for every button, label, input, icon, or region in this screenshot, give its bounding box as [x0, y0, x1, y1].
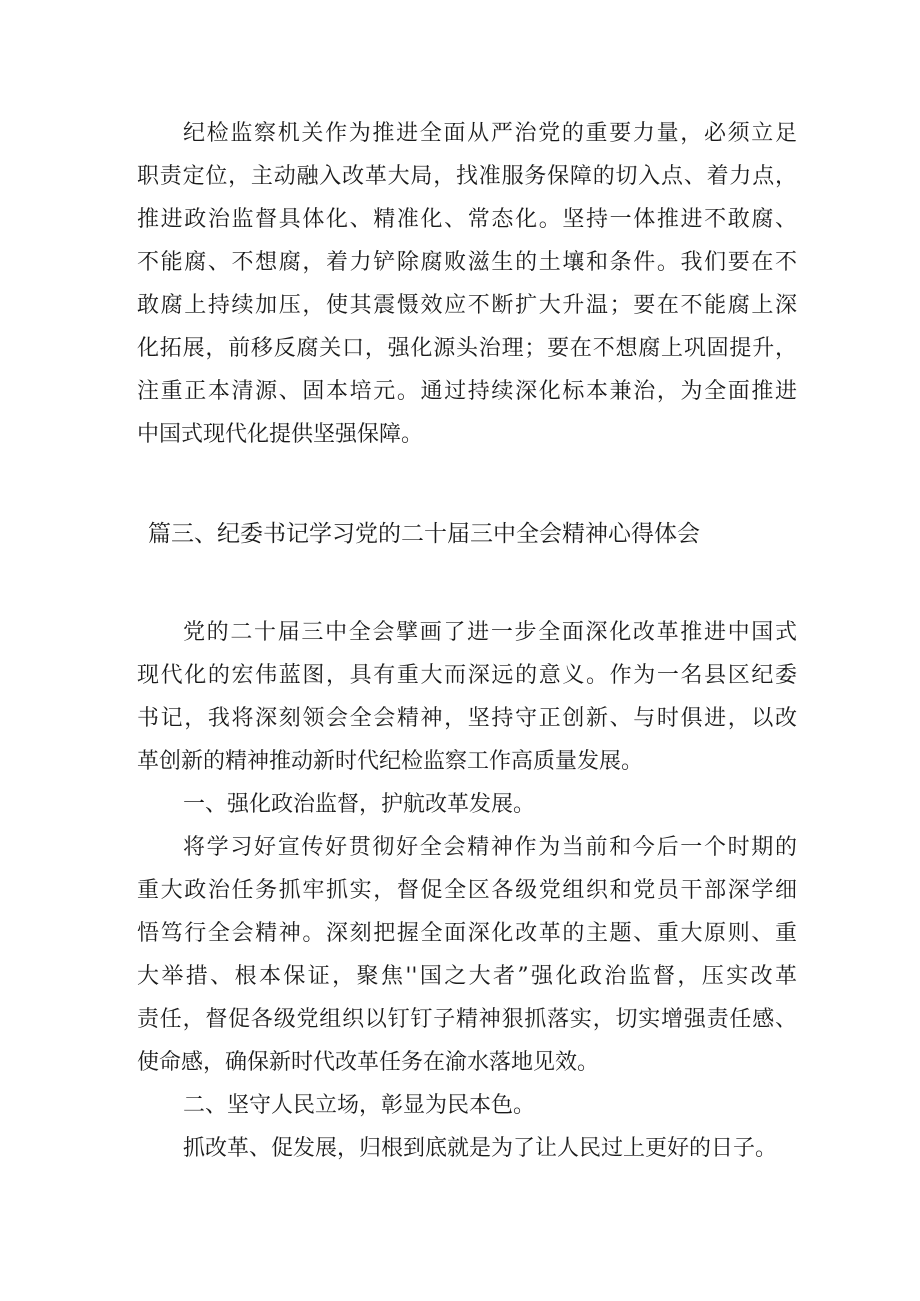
paragraph-opening	[137, 611, 797, 1170]
paragraph-line: 注重正本清源、固本培元。通过持续深化标本兼治，为全面推进	[137, 379, 797, 404]
paragraph-line: 敢腐上持续加压，使其震慑效应不断扩大升温；要在不能腐上深	[137, 293, 797, 318]
paragraph-line: 党的二十届三中全会擘画了进一步全面深化改革推进中国式	[183, 620, 797, 645]
paragraph-line: 现代化的宏伟蓝图，具有重大而深远的意义。作为一名县区纪委	[137, 663, 797, 688]
paragraph-line: 纪检监察机关作为推进全面从严治党的重要力量，必须立足	[183, 121, 797, 146]
paragraph-line: 推进政治监督具体化、精准化、常态化。坚持一体推进不敢腐、	[137, 207, 797, 232]
paragraph-line: 抓改革、促发展，归根到底就是为了让人民过上更好的日子。	[183, 1136, 778, 1161]
paragraph-line: 职责定位，主动融入改革大局，找准服务保障的切入点、着力点，	[137, 164, 797, 189]
subheading-2: 二、坚守人民立场，彰显为民本色。	[183, 1093, 536, 1118]
paragraph-line: 大举措、根本保证，聚焦''国之大者”强化政治监督，压实改革	[137, 964, 797, 989]
paragraph-line: 责任，督促各级党组织以钉钉子精神狠抓落实，切实增强责任感、	[137, 1007, 797, 1032]
paragraph-line: 革创新的精神推动新时代纪检监察工作高质量发展。	[137, 749, 644, 774]
paragraph-line: 化拓展，前移反腐关口，强化源头治理；要在不想腐上巩固提升，	[137, 336, 797, 361]
paragraph-line: 将学习好宣传好贯彻好全会精神作为当前和今后一个时期的	[183, 835, 797, 860]
paragraph-line: 书记，我将深刻领会全会精神，坚持守正创新、与时俱进，以改	[137, 706, 797, 731]
paragraph-line: 使命感，确保新时代改革任务在渝水落地见效。	[137, 1050, 600, 1075]
subheading-1: 一、强化政治监督，护航改革发展。	[183, 792, 536, 817]
section-title: 篇三、纪委书记学习党的二十届三中全会精神心得体会	[148, 521, 700, 547]
paragraph-line: 中国式现代化提供坚强保障。	[137, 422, 424, 447]
paragraph-line: 悟笃行全会精神。深刻把握全面深化改革的主题、重大原则、重	[137, 921, 797, 946]
paragraph-intro	[137, 112, 797, 456]
paragraph-line: 重大政治任务抓牢抓实，督促全区各级党组织和党员干部深学细	[137, 878, 797, 903]
paragraph-line: 不能腐、不想腐，着力铲除腐败滋生的土壤和条件。我们要在不	[137, 250, 797, 275]
